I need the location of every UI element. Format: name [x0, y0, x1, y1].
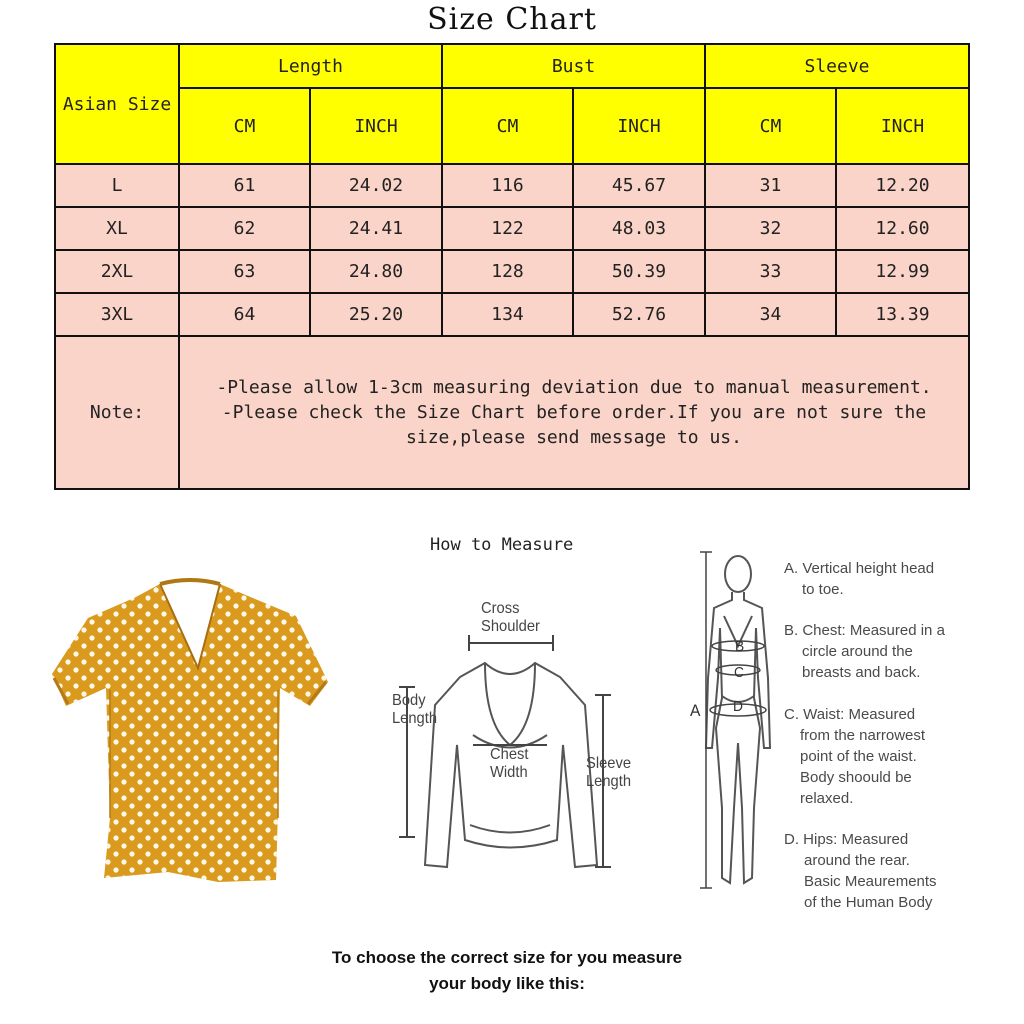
chest-width-line: Chest [490, 746, 529, 763]
unit-header: INCH [836, 88, 969, 164]
table-row [55, 250, 969, 293]
unit-header: CM [442, 88, 573, 164]
note-line: size,please send message to us. [406, 427, 742, 448]
note-line: B. Chest: Measured in a [784, 622, 945, 639]
table-cell: 12.99 [836, 250, 969, 293]
label-c: C [734, 664, 744, 681]
table-cell: 48.03 [573, 207, 705, 250]
unit-header: CM [705, 88, 836, 164]
body-length-line: Body [392, 692, 426, 709]
table-cell: 12.20 [836, 164, 969, 207]
page-title: Size Chart [427, 2, 597, 37]
polka-dot-shirt-image [48, 578, 333, 902]
note-line: of the Human Body [804, 894, 933, 911]
asian-size-header: Asian Size [55, 44, 179, 164]
bust-header: Bust [442, 44, 705, 88]
note-line: -Please allow 1-3cm measuring deviation due to manual measurement. [216, 377, 932, 398]
size-chart-table [54, 43, 970, 490]
chest-width-label [490, 746, 528, 782]
note-b [784, 620, 945, 683]
table-cell: 64 [179, 293, 310, 336]
note-a [784, 558, 934, 600]
note-line: from the narrowest [800, 727, 926, 744]
label-b: B [735, 638, 745, 655]
note-d [784, 829, 937, 913]
table-cell: 24.41 [310, 207, 442, 250]
note-row [55, 336, 969, 489]
body-measure-diagram [682, 548, 782, 902]
sleeve-length-line: Sleeve [586, 755, 632, 772]
note-c [784, 704, 925, 809]
table-cell: 13.39 [836, 293, 969, 336]
table-cell: 12.60 [836, 207, 969, 250]
table-cell: 31 [705, 164, 836, 207]
chest-width-line: Width [490, 764, 528, 781]
footer-instruction [0, 945, 1014, 997]
note-line: point of the waist. [800, 748, 917, 765]
footer-line: To choose the correct size for you measure [331, 948, 683, 967]
cross-shoulder-line: Shoulder [481, 618, 540, 635]
note-line: breasts and back. [802, 664, 921, 681]
table-cell: 62 [179, 207, 310, 250]
sleeve-length-label [586, 755, 631, 791]
table-cell: 52.76 [573, 293, 705, 336]
note-line: circle around the [802, 643, 913, 660]
note-line: to toe. [802, 581, 844, 598]
unit-header: INCH [310, 88, 442, 164]
table-row [55, 164, 969, 207]
cross-shoulder-line: Cross [481, 600, 520, 617]
table-cell: 45.67 [573, 164, 705, 207]
cross-shoulder-label [481, 600, 540, 636]
sleeve-header: Sleeve [705, 44, 969, 88]
note-text [179, 336, 969, 489]
body-length-line: Length [392, 710, 438, 727]
size-cell: 3XL [55, 293, 179, 336]
table-cell: 116 [442, 164, 573, 207]
table-cell: 25.20 [310, 293, 442, 336]
body-length-label [392, 692, 437, 728]
table-row [55, 207, 969, 250]
unit-header: INCH [573, 88, 705, 164]
table-cell: 50.39 [573, 250, 705, 293]
label-a: A [690, 701, 701, 720]
table-cell: 32 [705, 207, 836, 250]
footer-line: your body like this: [429, 974, 585, 993]
label-d: D [733, 698, 743, 715]
table-cell: 63 [179, 250, 310, 293]
table-cell: 24.80 [310, 250, 442, 293]
size-cell: 2XL [55, 250, 179, 293]
note-line: D. Hips: Measured [784, 831, 909, 848]
unit-header: CM [179, 88, 310, 164]
table-row [55, 293, 969, 336]
length-header: Length [179, 44, 442, 88]
table-cell: 24.02 [310, 164, 442, 207]
size-cell: XL [55, 207, 179, 250]
note-line: Basic Meaurements [804, 873, 937, 890]
note-line: A. Vertical height head [784, 560, 935, 577]
size-cell: L [55, 164, 179, 207]
table-cell: 61 [179, 164, 310, 207]
table-cell: 34 [705, 293, 836, 336]
how-to-measure-heading: How to Measure [430, 535, 574, 555]
note-line: C. Waist: Measured [784, 706, 916, 723]
note-line: around the rear. [804, 852, 910, 869]
note-label: Note: [55, 336, 179, 489]
note-line: Body shoould be [800, 769, 912, 786]
table-cell: 128 [442, 250, 573, 293]
note-line: relaxed. [800, 790, 854, 807]
note-line: -Please check the Size Chart before order.If you are not sure the [221, 402, 927, 423]
table-cell: 122 [442, 207, 573, 250]
table-cell: 33 [705, 250, 836, 293]
table-cell: 134 [442, 293, 573, 336]
sleeve-length-line: Length [586, 773, 632, 790]
